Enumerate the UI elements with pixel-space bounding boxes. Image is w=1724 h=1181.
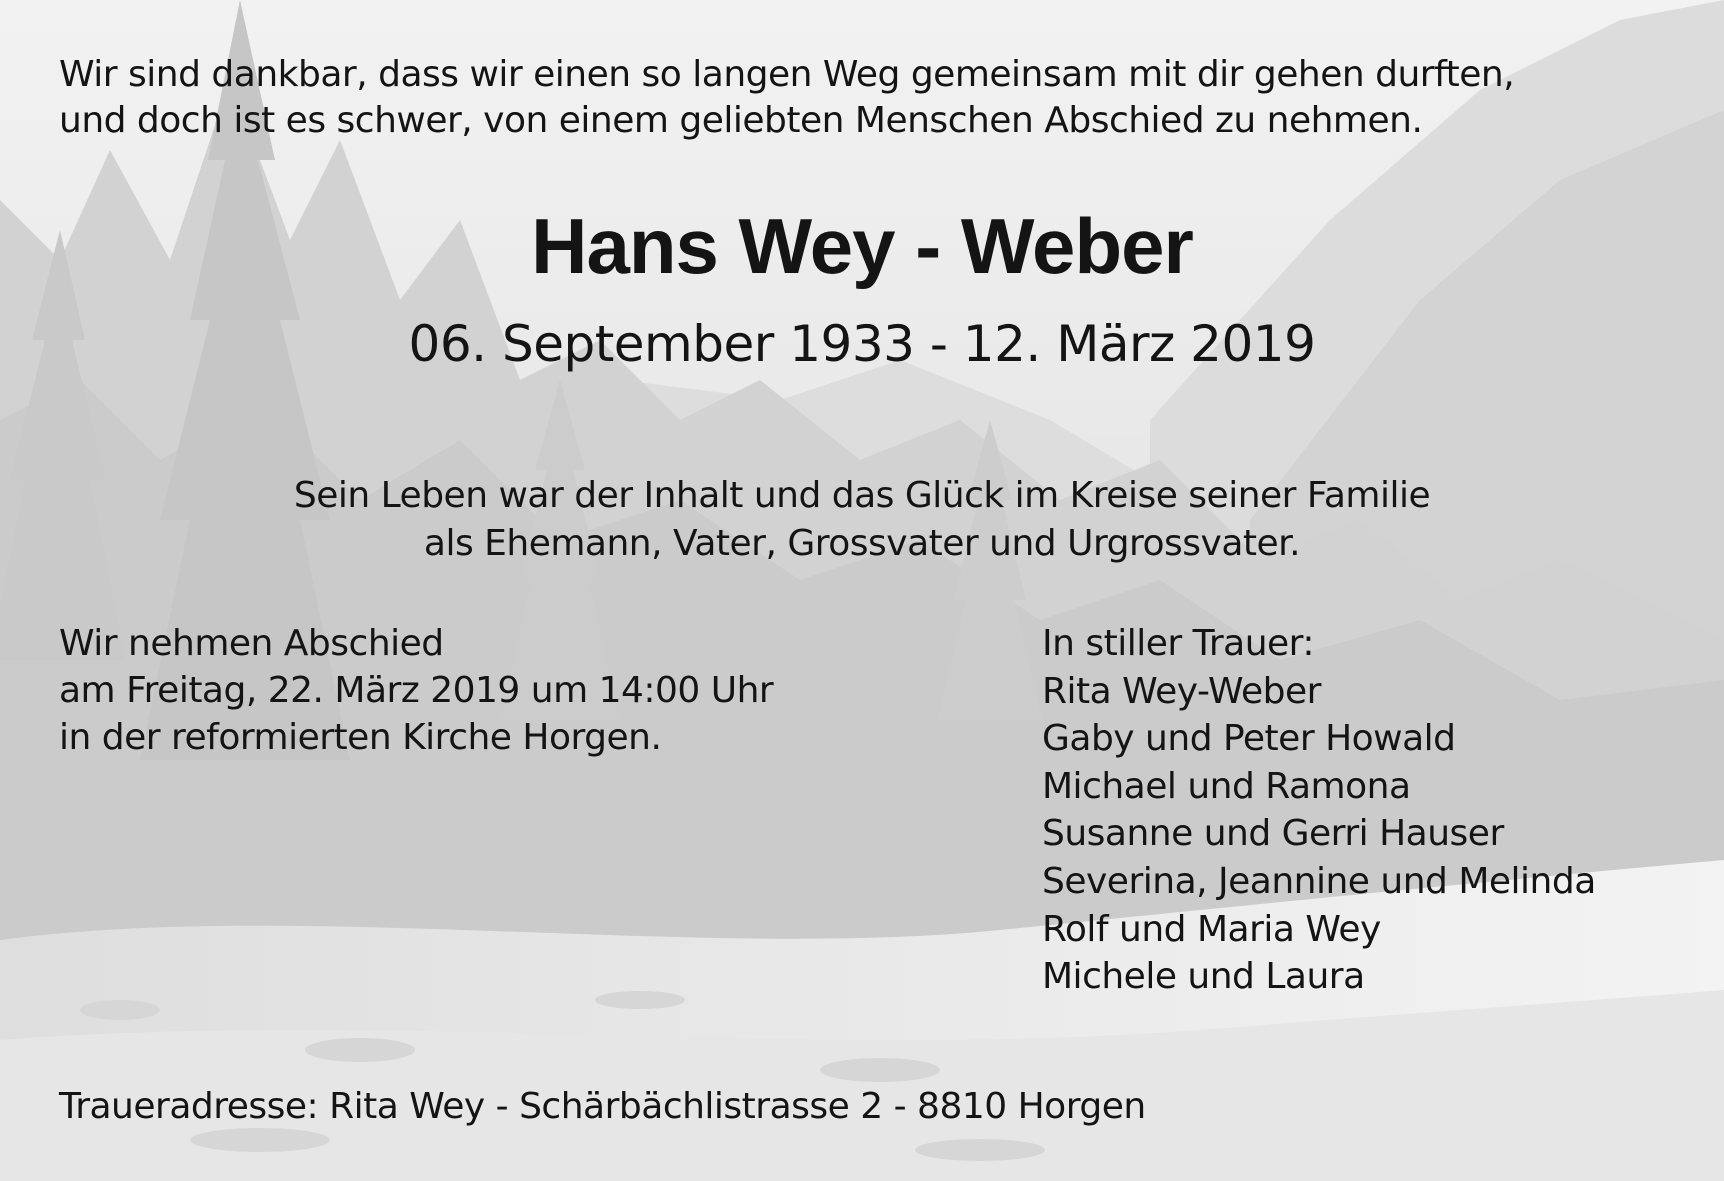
tribute-line: als Ehemann, Vater, Grossvater und Urgrossvater.: [423, 523, 1301, 564]
mourning-address: Traueradresse: Rita Wey - Schärbächlistrasse 2 - 8810 Horgen: [59, 1086, 1146, 1127]
tribute-text: [0, 472, 1724, 568]
intro-text: [59, 52, 1514, 144]
tribute-line: Sein Leben war der Inhalt und das Glück im Kreise seiner Familie: [293, 475, 1431, 516]
mourner-name: Rolf und Maria Wey: [1042, 908, 1381, 950]
mourners-heading: In stiller Trauer:: [1042, 623, 1314, 664]
service-info: [59, 620, 773, 761]
service-line: in der reformierten Kirche Horgen.: [59, 717, 662, 758]
service-line: Wir nehmen Abschied: [59, 623, 444, 664]
mourner-name: Michele und Laura: [1042, 956, 1365, 998]
intro-line: Wir sind dankbar, dass wir einen so langen Weg gemeinsam mit dir gehen durften,: [59, 54, 1515, 95]
mourner-name: Gaby und Peter Howald: [1042, 718, 1456, 760]
mourner-name: Rita Wey-Weber: [1042, 670, 1321, 712]
mourner-name: Severina, Jeannine und Melinda: [1042, 860, 1596, 902]
mourner-name: Susanne und Gerri Hauser: [1042, 813, 1504, 855]
mourner-name: Michael und Ramona: [1042, 765, 1411, 807]
service-line: am Freitag, 22. März 2019 um 14:00 Uhr: [59, 670, 774, 711]
intro-line: und doch ist es schwer, von einem geliebten Menschen Abschied zu nehmen.: [59, 100, 1423, 141]
deceased-name: Hans Wey - Weber: [531, 202, 1193, 290]
mourners-list: [1042, 620, 1596, 1001]
life-dates: 06. September 1933 - 12. März 2019: [408, 315, 1316, 373]
